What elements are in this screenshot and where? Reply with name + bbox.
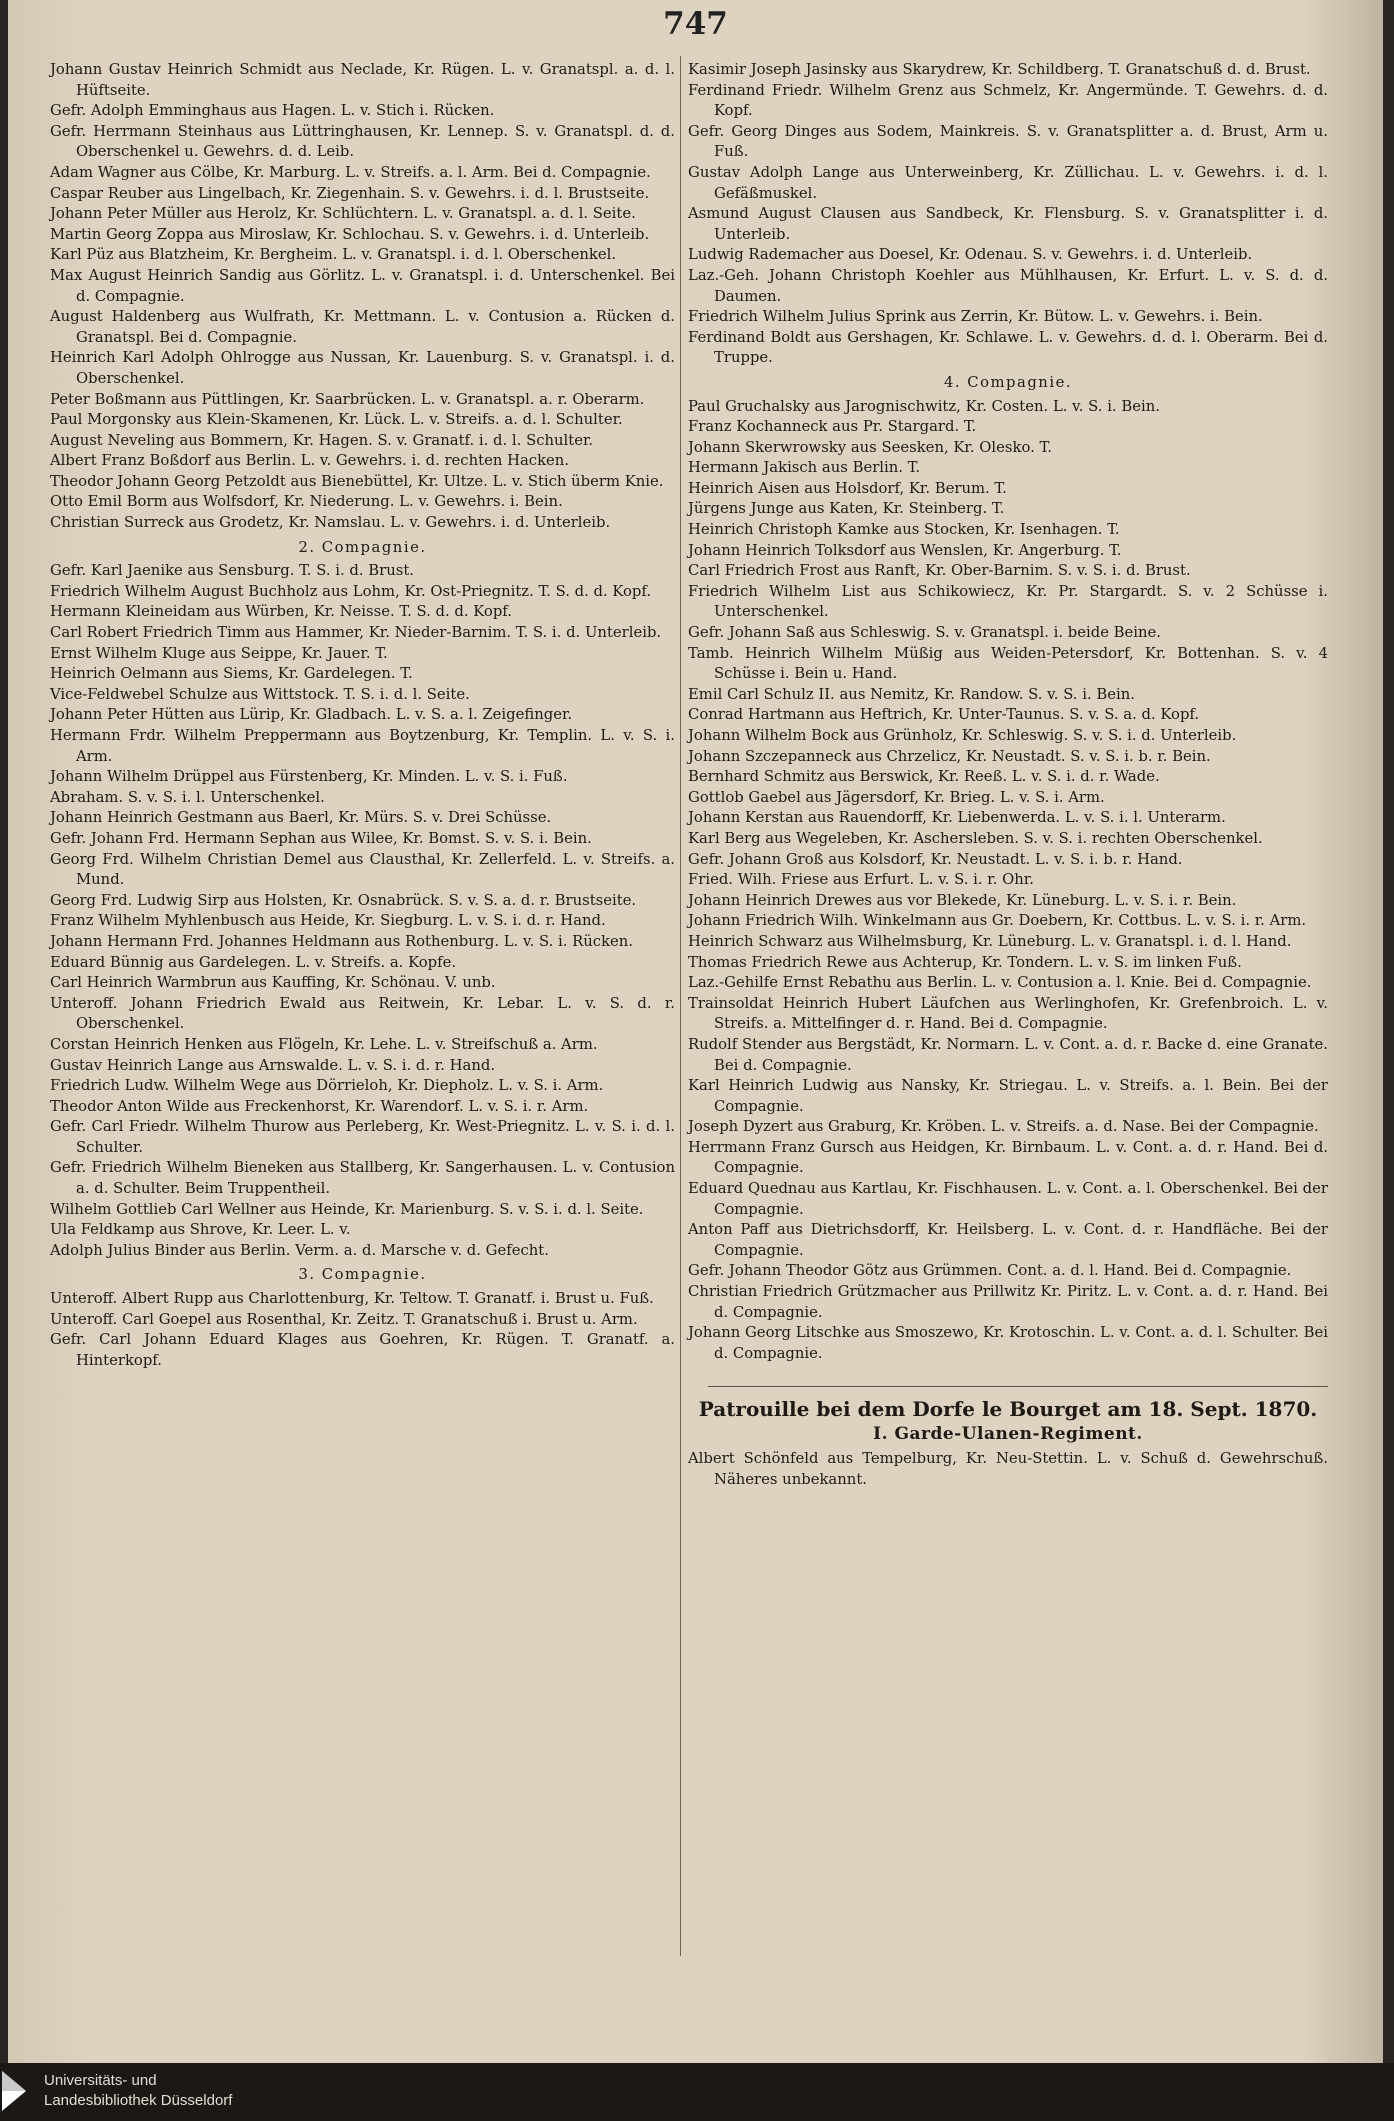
casualty-entry: Theodor Johann Georg Petzoldt aus Bienebüttel, Kr. Ultze. L. v. Stich überm Knie. xyxy=(50,472,664,490)
casualty-entry: Heinrich Schwarz aus Wilhelmsburg, Kr. Lüneburg. L. v. Granatspl. i. d. l. Hand. xyxy=(688,932,1292,950)
library-name xyxy=(44,2071,232,2111)
casualty-entry: Gefr. Carl Johann Eduard Klages aus Goehren, Kr. Rügen. T. Granatf. a. Hinterkopf. xyxy=(50,1331,675,1369)
casualty-entry: Georg Frd. Ludwig Sirp aus Holsten, Kr. Osnabrück. S. v. S. a. d. r. Brustseite. xyxy=(50,891,637,909)
casualty-entry: Adolph Julius Binder aus Berlin. Verm. a. d. Marsche v. d. Gefecht. xyxy=(50,1241,549,1259)
casualty-entry: Ferdinand Friedr. Wilhelm Grenz aus Schmelz, Kr. Angermünde. T. Gewehrs. d. d. Kopf. xyxy=(688,81,1328,120)
casualty-entry: Otto Emil Borm aus Wolfsdorf, Kr. Niederung. L. v. Gewehrs. i. Bein. xyxy=(50,493,563,511)
casualty-entry: Rudolf Stender aus Bergstädt, Kr. Normarn. L. v. Cont. a. d. r. Backe d. eine Granate. Bei d. Compagnie. xyxy=(688,1035,1328,1074)
casualty-entry: Ferdinand Boldt aus Gershagen, Kr. Schlawe. L. v. Gewehrs. d. d. l. Oberarm. Bei d. Truppe. xyxy=(688,328,1328,367)
casualty-entry: Gefr. Johann Frd. Hermann Sephan aus Wilee, Kr. Bomst. S. v. S. i. Bein. xyxy=(50,829,592,847)
casualty-entry: Johann Heinrich Tolksdorf aus Wenslen, Kr. Angerburg. T. xyxy=(688,541,1122,559)
casualty-list-4 xyxy=(688,397,1328,1365)
casualty-entry: Hermann Kleineidam aus Würben, Kr. Neisse. T. S. d. d. Kopf. xyxy=(50,603,512,621)
regiment-subhead: I. Garde-Ulanen-Regiment. xyxy=(873,1424,1143,1445)
casualty-entry: Gustav Adolph Lange aus Unterweinberg, Kr. Züllichau. L. v. Gewehrs. i. d. l. Gefäßmuskel. xyxy=(688,163,1328,202)
casualty-entry: Johann Skerwrowsky aus Seesken, Kr. Olesko. T. xyxy=(688,438,1052,456)
casualty-entry: Caspar Reuber aus Lingelbach, Kr. Ziegenhain. S. v. Gewehrs. i. d. l. Brustseite. xyxy=(50,184,650,202)
document-page xyxy=(8,0,1383,2121)
casualty-entry: Asmund August Clausen aus Sandbeck, Kr. Flensburg. S. v. Granatsplitter i. d. Unterleib. xyxy=(688,205,1328,243)
casualty-entry: Corstan Heinrich Henken aus Flögeln, Kr. Lehe. L. v. Streifschuß a. Arm. xyxy=(50,1035,598,1053)
casualty-entry: Gefr. Carl Friedr. Wilhelm Thurow aus Perleberg, Kr. West-Priegnitz. L. v. S. i. d. l. Schulter. xyxy=(50,1118,675,1156)
casualty-list-3 xyxy=(50,1289,675,1371)
casualty-entry: Paul Morgonsky aus Klein-Skamenen, Kr. Lück. L. v. Streifs. a. d. l. Schulter. xyxy=(50,411,623,429)
casualty-entry: Carl Robert Friedrich Timm aus Hammer, Kr. Nieder-Barnim. T. S. i. d. Unterleib. xyxy=(50,624,662,642)
casualty-entry: Ludwig Rademacher aus Doesel, Kr. Odenau. S. v. Gewehrs. i. d. Unterleib. xyxy=(688,246,1253,264)
casualty-entry: Albert Schönfeld aus Tempelburg, Kr. Neu-Stettin. L. v. Schuß d. Gewehrschuß. Näheres unbekannt. xyxy=(688,1450,1328,1488)
left-column xyxy=(50,60,675,1371)
casualty-entry: Adam Wagner aus Cölbe, Kr. Marburg. L. v. Streifs. a. l. Arm. Bei d. Compagnie. xyxy=(50,163,651,181)
casualty-entry: Conrad Hartmann aus Heftrich, Kr. Unter-Taunus. S. v. S. a. d. Kopf. xyxy=(688,706,1200,724)
casualty-entry: Karl Berg aus Wegeleben, Kr. Aschersleben. S. v. S. i. rechten Oberschenkel. xyxy=(688,829,1263,847)
casualty-entry: Eduard Quednau aus Kartlau, Kr. Fischhausen. L. v. Cont. a. l. Oberschenkel. Bei der Compagnie. xyxy=(688,1180,1328,1218)
casualty-entry: Heinrich Karl Adolph Ohlrogge aus Nussan, Kr. Lauenburg. S. v. Granatspl. i. d. Oberschenkel. xyxy=(50,349,675,387)
casualty-entry: Fried. Wilh. Friese aus Erfurt. L. v. S. i. r. Ohr. xyxy=(688,871,1034,889)
casualty-entry: Eduard Bünnig aus Gardelegen. L. v. Streifs. a. Kopfe. xyxy=(50,953,457,971)
casualty-entry: Abraham. S. v. S. i. l. Unterschenkel. xyxy=(50,788,325,806)
library-name-line-1: Universitäts- und xyxy=(44,2072,157,2089)
library-footer xyxy=(0,2063,1394,2121)
casualty-entry: Johann Gustav Heinrich Schmidt aus Neclade, Kr. Rügen. L. v. Granatspl. a. d. l. Hüftseite. xyxy=(50,61,675,99)
casualty-entry: Albert Franz Boßdorf aus Berlin. L. v. Gewehrs. i. d. rechten Hacken. xyxy=(50,452,570,470)
casualty-entry: Friedrich Wilhelm August Buchholz aus Lohm, Kr. Ost-Priegnitz. T. S. d. d. Kopf. xyxy=(50,582,652,600)
patrol-headline: Patrouille bei dem Dorfe le Bourget am 18. Sept. 1870. xyxy=(698,1397,1318,1422)
casualty-entry: Paul Gruchalsky aus Jarognischwitz, Kr. Costen. L. v. S. i. Bein. xyxy=(688,397,1160,415)
casualty-entry: Heinrich Oelmann aus Siems, Kr. Gardelegen. T. xyxy=(50,665,413,683)
casualty-entry: Peter Boßmann aus Püttlingen, Kr. Saarbrücken. L. v. Granatspl. a. r. Oberarm. xyxy=(50,390,645,408)
section-heading-4-compagnie: 4. Compagnie. xyxy=(943,373,1073,391)
casualty-entry: Thomas Friedrich Rewe aus Achterup, Kr. Tondern. L. v. S. im linken Fuß. xyxy=(688,953,1242,971)
casualty-entry: Franz Kochanneck aus Pr. Stargard. T. xyxy=(688,418,977,436)
casualty-entry: Gefr. Georg Dinges aus Sodem, Mainkreis. S. v. Granatsplitter a. d. Brust, Arm u. Fuß. xyxy=(688,122,1328,161)
casualty-entry: Johann Kerstan aus Rauendorff, Kr. Liebenwerda. L. v. S. i. l. Unterarm. xyxy=(688,809,1226,827)
casualty-entry: Carl Friedrich Frost aus Ranft, Kr. Ober-Barnim. S. v. S. i. d. Brust. xyxy=(688,562,1191,580)
casualty-entry: Vice-Feldwebel Schulze aus Wittstock. T. S. i. d. l. Seite. xyxy=(50,685,470,703)
casualty-entry: Trainsoldat Heinrich Hubert Läufchen aus Werlinghofen, Kr. Grefenbroich. L. v. Streifs. a. Mittelfinger d. r. Hand. Bei d. Compagnie. xyxy=(688,994,1328,1033)
casualty-entry: Jürgens Junge aus Katen, Kr. Steinberg. T. xyxy=(688,500,1005,518)
casualty-list-1 xyxy=(50,60,675,534)
casualty-entry: Hermann Frdr. Wilhelm Preppermann aus Boytzenburg, Kr. Templin. L. v. S. i. Arm. xyxy=(50,727,675,765)
casualty-entry: Martin Georg Zoppa aus Miroslaw, Kr. Schlochau. S. v. Gewehrs. i. d. Unterleib. xyxy=(50,225,650,243)
casualty-entry: Gefr. Johann Theodor Götz aus Grümmen. Cont. a. d. l. Hand. Bei d. Compagnie. xyxy=(688,1262,1292,1280)
casualty-entry: Johann Hermann Frd. Johannes Heldmann aus Rothenburg. L. v. S. i. Rücken. xyxy=(50,932,634,950)
casualty-entry: Gefr. Herrmann Steinhaus aus Lüttringhausen, Kr. Lennep. S. v. Granatspl. d. d. Oberschenkel u. Gewehrs. d. d. Leib. xyxy=(50,122,675,161)
casualty-list-r1 xyxy=(688,60,1328,369)
casualty-entry: Johann Heinrich Drewes aus vor Blekede, Kr. Lüneburg. L. v. S. i. r. Bein. xyxy=(688,891,1237,909)
casualty-entry: Theodor Anton Wilde aus Freckenhorst, Kr. Warendorf. L. v. S. i. r. Arm. xyxy=(50,1097,589,1115)
casualty-entry: Johann Peter Hütten aus Lürip, Kr. Gladbach. L. v. S. a. l. Zeigefinger. xyxy=(50,706,573,724)
library-name-line-2: Landesbibliothek Düsseldorf xyxy=(44,2092,233,2109)
section-heading-2-compagnie: 2. Compagnie. xyxy=(298,538,427,556)
casualty-entry: Johann Wilhelm Bock aus Grünholz, Kr. Schleswig. S. v. S. i. d. Unterleib. xyxy=(688,727,1237,744)
casualty-entry: Gefr. Johann Saß aus Schleswig. S. v. Granatspl. i. beide Beine. xyxy=(688,624,1162,642)
casualty-entry: Christian Surreck aus Grodetz, Kr. Namslau. L. v. Gewehrs. i. d. Unterleib. xyxy=(50,514,611,532)
casualty-entry: Ernst Wilhelm Kluge aus Seippe, Kr. Jauer. T. xyxy=(50,644,388,662)
casualty-entry: Georg Frd. Wilhelm Christian Demel aus Clausthal, Kr. Zellerfeld. L. v. Streifs. a. Mund. xyxy=(50,850,675,889)
casualty-entry: Johann Georg Litschke aus Smoszewo, Kr. Krotoschin. L. v. Cont. a. d. l. Schulter. Bei d. Compagnie. xyxy=(688,1324,1328,1362)
casualty-entry: Gottlob Gaebel aus Jägersdorf, Kr. Brieg. L. v. S. i. Arm. xyxy=(688,788,1105,806)
casualty-entry: Carl Heinrich Warmbrun aus Kauffing, Kr. Schönau. V. unb. xyxy=(50,974,496,992)
casualty-entry: Hermann Jakisch aus Berlin. T. xyxy=(688,459,921,477)
casualty-entry: Johann Wilhelm Drüppel aus Fürstenberg, Kr. Minden. L. v. S. i. Fuß. xyxy=(50,768,568,786)
casualty-entry: Johann Peter Müller aus Herolz, Kr. Schlüchtern. L. v. Granatspl. a. d. l. Seite. xyxy=(50,205,636,223)
casualty-entry: Johann Szczepanneck aus Chrzelicz, Kr. Neustadt. S. v. S. i. b. r. Bein. xyxy=(688,747,1211,765)
casualty-entry: Gefr. Friedrich Wilhelm Bieneken aus Stallberg, Kr. Sangerhausen. L. v. Contusion a. d. Schulter. Beim Truppentheil. xyxy=(50,1159,675,1198)
casualty-entry: Gustav Heinrich Lange aus Arnswalde. L. v. S. i. d. r. Hand. xyxy=(50,1056,496,1074)
section-heading-3-compagnie: 3. Compagnie. xyxy=(298,1266,427,1284)
casualty-entry: Gefr. Johann Groß aus Kolsdorf, Kr. Neustadt. L. v. S. i. b. r. Hand. xyxy=(688,850,1183,868)
uld-logo-icon xyxy=(0,2069,34,2113)
casualty-list-5 xyxy=(688,1449,1328,1490)
casualty-entry: Herrmann Franz Gursch aus Heidgen, Kr. Birnbaum. L. v. Cont. a. d. r. Hand. Bei d. Compagnie. xyxy=(688,1138,1328,1177)
casualty-entry: Kasimir Joseph Jasinsky aus Skarydrew, Kr. Schildberg. T. Granatschuß d. d. Brust. xyxy=(688,61,1311,78)
casualty-entry: Friedrich Ludw. Wilhelm Wege aus Dörrieloh, Kr. Diepholz. L. v. S. i. Arm. xyxy=(50,1077,604,1095)
casualty-entry: Gefr. Karl Jaenike aus Sensburg. T. S. i. d. Brust. xyxy=(50,562,414,580)
casualty-entry: Christian Friedrich Grützmacher aus Prillwitz Kr. Piritz. L. v. Cont. a. d. r. Hand. Bei d. Compagnie. xyxy=(688,1283,1328,1321)
casualty-entry: Unteroff. Albert Rupp aus Charlottenburg, Kr. Teltow. T. Granatf. i. Brust u. Fuß. xyxy=(50,1290,654,1308)
section-divider xyxy=(708,1386,1328,1387)
casualty-entry: Johann Heinrich Gestmann aus Baerl, Kr. Mürs. S. v. Drei Schüsse. xyxy=(50,809,552,827)
casualty-entry: Heinrich Aisen aus Holsdorf, Kr. Berum. T. xyxy=(688,479,1007,497)
right-column xyxy=(688,60,1328,1490)
casualty-entry: Anton Paff aus Dietrichsdorff, Kr. Heilsberg. L. v. Cont. d. r. Handfläche. Bei der Compagnie. xyxy=(688,1221,1328,1259)
casualty-entry: Friedrich Wilhelm List aus Schikowiecz, Kr. Pr. Stargardt. S. v. 2 Schüsse i. Unterschenkel. xyxy=(688,582,1328,621)
column-divider xyxy=(680,56,681,1956)
page-number: 747 xyxy=(663,6,728,42)
casualty-entry: Laz.-Gehilfe Ernst Rebathu aus Berlin. L. v. Contusion a. l. Knie. Bei d. Compagnie. xyxy=(688,974,1312,992)
casualty-entry: Ula Feldkamp aus Shrove, Kr. Leer. L. v. xyxy=(50,1221,351,1239)
casualty-entry: Gefr. Adolph Emminghaus aus Hagen. L. v. Stich i. Rücken. xyxy=(50,102,495,120)
casualty-entry: August Neveling aus Bommern, Kr. Hagen. S. v. Granatf. i. d. l. Schulter. xyxy=(50,431,594,449)
casualty-entry: Tamb. Heinrich Wilhelm Müßig aus Weiden-Petersdorf, Kr. Bottenhan. S. v. 4 Schüsse i. Bein u. Hand. xyxy=(688,644,1328,683)
casualty-entry: Johann Friedrich Wilh. Winkelmann aus Gr. Doebern, Kr. Cottbus. L. v. S. i. r. Arm. xyxy=(688,912,1307,930)
casualty-entry: Karl Heinrich Ludwig aus Nansky, Kr. Striegau. L. v. Streifs. a. l. Bein. Bei der Compagnie. xyxy=(688,1077,1328,1115)
casualty-entry: Unteroff. Carl Goepel aus Rosenthal, Kr. Zeitz. T. Granatschuß i. Brust u. Arm. xyxy=(50,1310,638,1328)
casualty-entry: Laz.-Geh. Johann Christoph Koehler aus Mühlhausen, Kr. Erfurt. L. v. S. d. d. Daumen. xyxy=(688,266,1328,305)
casualty-entry: Bernhard Schmitz aus Berswick, Kr. Reeß. L. v. S. i. d. r. Wade. xyxy=(688,768,1160,786)
casualty-entry: Karl Püz aus Blatzheim, Kr. Bergheim. L. v. Granatspl. i. d. l. Oberschenkel. xyxy=(50,246,617,264)
casualty-entry: Franz Wilhelm Myhlenbusch aus Heide, Kr. Siegburg. L. v. S. i. d. r. Hand. xyxy=(50,912,606,930)
casualty-list-2 xyxy=(50,561,675,1261)
casualty-entry: Heinrich Christoph Kamke aus Stocken, Kr. Isenhagen. T. xyxy=(688,521,1120,539)
casualty-entry: Emil Carl Schulz II. aus Nemitz, Kr. Randow. S. v. S. i. Bein. xyxy=(688,685,1135,703)
casualty-entry: August Haldenberg aus Wulfrath, Kr. Mettmann. L. v. Contusion a. Rücken d. Granatspl. Bei d. Compagnie. xyxy=(50,308,675,346)
casualty-entry: Max August Heinrich Sandig aus Görlitz. L. v. Granatspl. i. d. Unterschenkel. Bei d. Compagnie. xyxy=(50,266,675,305)
casualty-entry: Friedrich Wilhelm Julius Sprink aus Zerrin, Kr. Bütow. L. v. Gewehrs. i. Bein. xyxy=(688,308,1263,326)
casualty-entry: Unteroff. Johann Friedrich Ewald aus Reitwein, Kr. Lebar. L. v. S. d. r. Oberschenkel. xyxy=(50,994,675,1033)
casualty-entry: Joseph Dyzert aus Graburg, Kr. Kröben. L. v. Streifs. a. d. Nase. Bei der Compagnie. xyxy=(688,1118,1319,1136)
casualty-entry: Wilhelm Gottlieb Carl Wellner aus Heinde, Kr. Marienburg. S. v. S. i. d. l. Seite. xyxy=(50,1200,644,1218)
